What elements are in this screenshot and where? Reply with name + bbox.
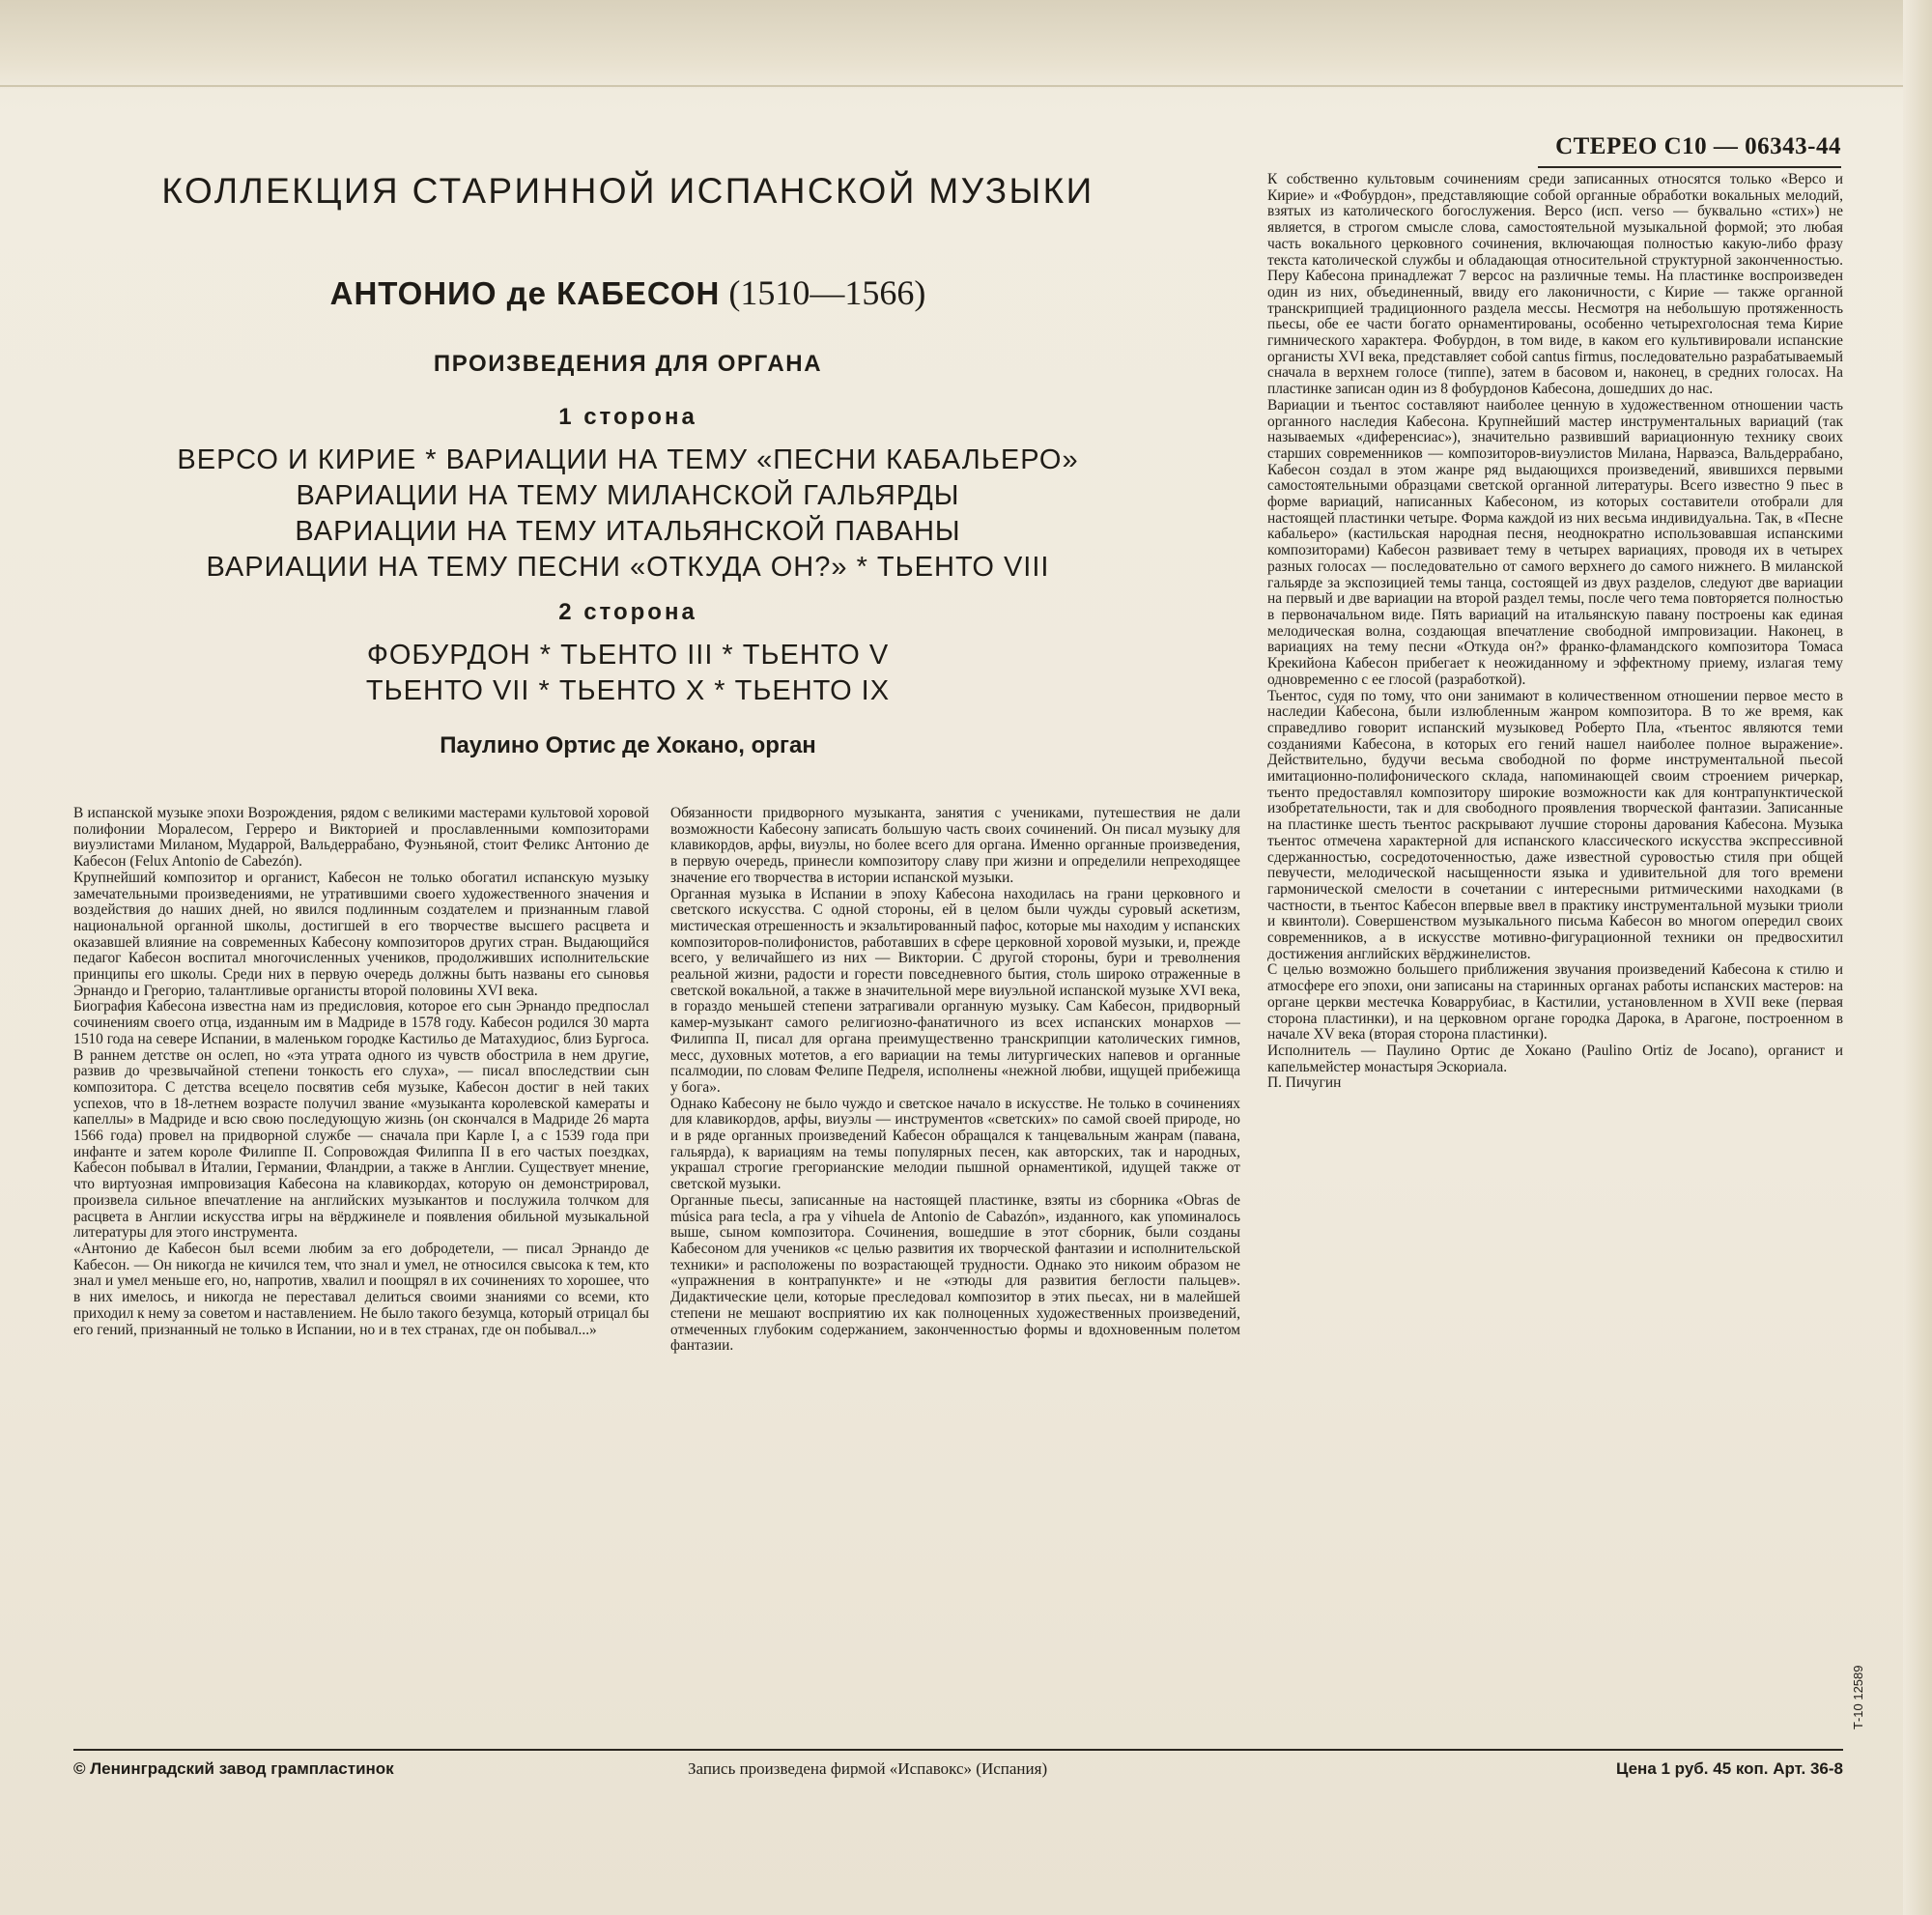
side1-track-line: ВЕРСО И КИРИЕ * ВАРИАЦИИ НА ТЕМУ «ПЕСНИ КАБАЛЬЕРО» bbox=[177, 444, 1079, 475]
collection-title: КОЛЛЕКЦИЯ СТАРИННОЙ ИСПАНСКОЙ МУЗЫКИ bbox=[161, 171, 1094, 211]
liner-notes-column-3: К собственно культовым сочинениям среди записанных относятся только «Версо и Кирие» и «Фобурдон», представляющие собой органные обработки вокальных мелодий, взятых из католического богослужения. Версо (исп. verso — буквально «стих») не является, в строгом смысле слова, самостоятельной музыкальной формой; это любая часть вокального церковного сочинения, включающая полностью какую-либо фразу текста католической службы и обладающая относительной структурной законченностью. Перу Кабесона принадлежат 7 версос на различные темы. На пластинке воспроизведен один из них, объединенный, ввиду его лаконичности, с Кирие — также органной транскрипцией традиционного раздела мессы. Несмотря на небольшую протяженность пьесы, обе ее части богато орнаментированы, особенно четырехголосная тема Кирие гимнического характера. Фобурдон, в том виде, в каком его культивировали испанские органисты XVI века, представляет собой cantus firmus, последовательно разрабатываемый сначала в верхнем голосе (типпе), затем в басовом и, наконец, в средних голосах. На пластинке записан один из 8 фобурдонов Кабесона, дошедших до нас. Вариации и тьентос составляют наиболее ценную в художественном отношении часть органного наследия Кабесона. Крупнейший мастер инструментальных вариаций (так называемых «диференсиас»), значительно развивший вариационную технику своих старших современников — композиторов-виуэлистов Милана, Нарваэса, Вальдеррабано, Кабесон создал в этом жанре ряд выдающихся произведений, явившихся первыми самостоятельными образцами светской органной литературы. Всего известно 9 пьес в форме вариаций, написанных Кабесоном, из которых составители отобрали для настоящей пластинки четыре. Форма каждой из них весьма индивидуальна. Так, в «Песне кабальеро» (кастильская народная песня, неоднократно использовавшая испанскими композиторами) Кабесон развивает тему в четырех вариациях, проводя их в четырех разных голосах — последовательно от самого верхнего до самого нижнего. В миланской гальярде за экспозицией темы танца, состоящей из двух разделов, следуют две вариации на первый и две вариации на второй раздел темы, после чего тема повторяется полностью в первоначальном виде. Пять вариаций на итальянскую павану построены как единая мелодическая волна, создающая впечатление свободной импровизации. Наконец, в вариациях на тему песни «Откуда он?» франко-фламандского композитора Томаса Крекийона Кабесон прибегает к неожиданному и эффектному приему, излагая тему одновременно с ее глосой (разработкой). Тьентос, судя по тому, что они занимают в количественном отношении первое место в наследии Кабесона, были излюбленным жанром композитора. В то же время, как справедливо говорит испанский музыковед Роберто Пла, «тьентос являются теми созданиями Кабесона, в которых его гений нашел наиболее полное выражение». Действительно, будучи весьма свободной по форме инструментальной пьесой имитационно-полифонического склада, напоминающей своим строением ричеркар, тьенто предоставлял композитору широкие возможности как для контрапунктической изобретательности, так и для свободного проявления творческой фантазии. Записанные на пластинке шесть тьентос раскрывают лучшие стороны дарования Кабесона. Музыка тьентос отмечена характерной для испанского классического искусства экспрессивной сдержанностью, сосредоточенностью, даже известной суровостью стиля при общей певучести, мелодической насыщенности языка и удивительной для того времени гармонической смелости в сочетании с интересными ритмическими находками (в частности, в тьентос Кабесон впервые ввел в практику инструментальной музыки триоли и квинтоли). Совершенством музыкального письма Кабесон во многом опередил своих современников, а в искусстве мотивно-фигурационной техники он предвосхитил достижения английских вёрджинелистов. С целью возможно большего приближения звучания произведений Кабесона к стилю и атмосфере его эпохи, они записаны на старинных органах работы испанских мастеров: на органе церкви местечка Коваррубиас, в Кастилии, установленном в XVII веке (первая сторона пластинки), и на церковном органе городка Дарока, в Арагоне, построенном в начале XV века (вторая сторона пластинки). Исполнитель — Паулино Ортис де Хокано (Paulino Ortiz de Jocano), органист и капельмейстер монастыря Эскориала. П. Пичугин bbox=[1267, 172, 1843, 1092]
side1-heading: 1 сторона bbox=[558, 404, 697, 430]
side1-track-line: ВАРИАЦИИ НА ТЕМУ ИТАЛЬЯНСКОЙ ПАВАНЫ bbox=[295, 516, 961, 547]
side2-heading: 2 сторона bbox=[558, 599, 697, 625]
work-type: ПРОИЗВЕДЕНИЯ ДЛЯ ОРГАНА bbox=[433, 351, 823, 377]
side2-track-line: ФОБУРДОН * ТЬЕНТО III * ТЬЕНТО V bbox=[366, 640, 890, 671]
side1-track-line: ВАРИАЦИИ НА ТЕМУ МИЛАНСКОЙ ГАЛЬЯРДЫ bbox=[296, 480, 960, 511]
sleeve-seam bbox=[0, 85, 1932, 87]
performer-credit: Паулино Ортис де Хокано, орган bbox=[440, 732, 816, 758]
footer-divider bbox=[73, 1749, 1843, 1751]
sleeve-top-flap bbox=[0, 0, 1932, 89]
catalog-number: СТЕРЕО С10 — 06343-44 bbox=[1538, 128, 1841, 168]
side1-track-line: ВАРИАЦИИ НА ТЕМУ ПЕСНИ «ОТКУДА ОН?» * ТЬЕНТО VIII bbox=[206, 552, 1050, 583]
liner-notes-column-2: Обязанности придворного музыканта, занятия с учениками, путешествия не дали возможности Кабесону записать большую часть своих сочинений. Он писал музыку для клавикордов, арфы, виуэлы, но более всего для органа. Именно органные произведения, в первую очередь, принесли композитору славу при жизни и определили непреходящее значение его творчества в истории испанской музыки. Органная музыка в Испании в эпоху Кабесона находилась на грани церковного и светского искусства. С одной стороны, ей в целом были чужды суровый аскетизм, мистическая отрешенность и экзальтированный пафос, которые мы находим у испанских композиторов-полифонистов, работавших в сфере церковной хоровой музыки, и, прежде всего, у величайшего из них — Виктории. С другой стороны, бури и треволнения реальной жизни, радости и горести повседневного бытия, столь широко отраженные в светской вокальной, а также в значительной мере виуэльной испанской музыке XVI века, в гораздо меньшей степени затрагивали органную музыку. Сам Кабесон, придворный камер-музыкант самого религиозно-фанатичного из всех испанских монархов — Филиппа II, писал для органа преимущественно транскрипции католических гимнов, месс, духовных мотетов, а его вариации на темы литургических напевов и органные псалмодии, по словам Фелипе Педреля, исполнены «нежной любви, ищущей прибежища у бога». Однако Кабесону не было чуждо и светское начало в искусстве. Не только в сочинениях для клавикордов, арфы, виуэлы — инструментов «светских» по самой своей природе, но и в ряде органных произведений Кабесон обращался к танцевальным жанрам (павана, гальярда), к вариациям на темы популярных песен, как авторских, так и народных, украшал строгие грегорианские мелодии пышной орнаментикой, идущей также от светской музыки. Органные пьесы, записанные на настоящей пластинке, взяты из сборника «Obras de música para tecla, a rpa y vihuela de Antonio de Cabazón», изданного, как упоминалось выше, сыном композитора. Сочинения, вошедшие в этот сборник, были созданы Кабесоном для учеников «с целью развития их творческой фантазии и исполнительской техники» и расположены по возрастающей трудности. Однако это никоим образом не «упражнения в контрапункте» и не «этюды для развития беглости пальцев». Дидактические цели, которые преследовал композитор в этих пьесах, ни в малейшей степени не мешают восприятию их как полноценных художественных произведений, отмеченных глубоким содержанием, законченностью формы и вдохновенным полетом фантазии. bbox=[670, 806, 1240, 1355]
print-code: Т-10 12589 bbox=[1851, 1665, 1865, 1729]
composer-years: (1510—1566) bbox=[728, 273, 926, 312]
composer-line bbox=[126, 269, 1130, 318]
composer-name: АНТОНИО де КАБЕСОН bbox=[329, 275, 721, 311]
footer-manufacturer: © Ленинградский завод грампластинок bbox=[73, 1759, 394, 1778]
side2-track-line: ТЬЕНТО VII * ТЬЕНТО X * ТЬЕНТО IX bbox=[365, 675, 891, 706]
footer-recording-credit: Запись произведена фирмой «Испавокс» (Испания) bbox=[688, 1759, 1048, 1778]
liner-notes-column-1: В испанской музыке эпохи Возрождения, рядом с великими мастерами культовой хоровой полифонии Моралесом, Герреро и Викторией и прославленными композиторами виуэлистами Миланом, Мударрой, Вальдеррабано, Фуэньяной, стоит Феликс Антонио де Кабесон (Felux Antonio de Cabezón). Крупнейший композитор и органист, Кабесон не только обогатил испанскую музыку замечательными произведениями, не утратившими своего художественного значения и воздействия до наших дней, но явился подлинным создателем и признанным главой национальной органной школы, достигшей в его творчестве высшего расцвета и оказавшей влияние на современных Кабесону композиторов других стран. Выдающийся педагог Кабесон воспитал многочисленных учеников, продолживших исполнительские принципы его школы. Среди них в первую очередь должны быть названы его сыновья Эрнандо и Грегорио, талантливые органисты второй половины XVI века. Биография Кабесона известна нам из предисловия, которое его сын Эрнандо предпослал сочинениям своего отца, изданным им в Мадриде в 1578 году. Кабесон родился 30 марта 1510 года на севере Испании, в маленьком городке Кастильо де Матахудиос, близ Бургоса. В раннем детстве он ослеп, но «эта утрата одного из чувств обострила в нем другие, развив до чрезвычайной степени тонкость его слуха», — писал впоследствии сын композитора. С детства всецело посвятив себя музыке, Кабесон достиг в ней таких успехов, что в 18-летнем возрасте получил звание «музыканта королевской камераты и капеллы» в Мадриде и всю свою последующую жизнь (он скончался в Мадриде 26 марта 1566 года) провел на придворной службе — сначала при Карле I, а с 1539 года при инфанте и затем короле Филиппе II. Сопровождая Филиппа II в его частых поездках, Кабесон побывал в Италии, Германии, Фландрии, а также в Англии. Существует мнение, что виртуозная импровизация Кабесона на клавикордах, которую он демонстрировал, произвела сильное впечатление на английских музыкантов и послужила толчком для расцвета в Англии искусства игры на вёрджинеле и появления обильной музыкальной литературы для этого инструмента. «Антонио де Кабесон был всеми любим за его добродетели, — писал Эрнандо де Кабесон. — Он никогда не кичился тем, что знал и умел, не относился свысока к тем, кто знал и умел меньше его, но, напротив, хвалил и поощрял в их сочинениях то хорошее, что в них имелось, и никогда не переставал делиться своими знаниями со всеми, кто приходил к нему за советом и наставлением. Не было такого безумца, который отрицал бы его гений, признанный не только в Испании, но и в тех странах, где он побывал...» bbox=[73, 806, 649, 1338]
footer-price: Цена 1 руб. 45 коп. Арт. 36-8 bbox=[1615, 1759, 1843, 1778]
sleeve-right-edge bbox=[1903, 0, 1932, 1915]
